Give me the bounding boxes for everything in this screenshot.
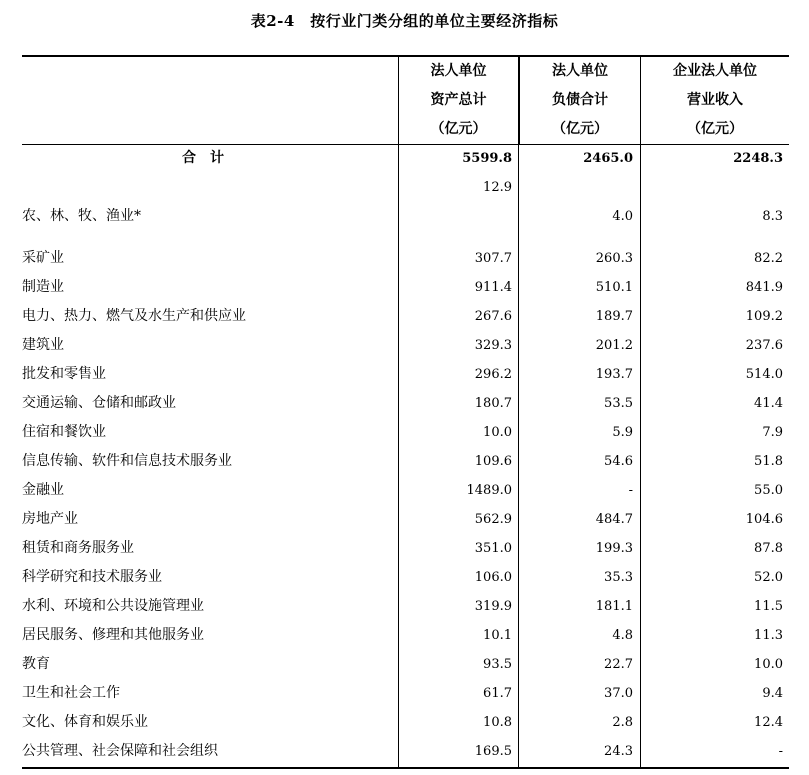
- header-line: （亿元）: [552, 121, 608, 137]
- revenue-value: 11.5: [754, 599, 783, 614]
- table-row: [22, 418, 789, 447]
- revenue-value: 237.6: [745, 338, 783, 353]
- assets-value: 351.0: [474, 541, 512, 556]
- total-row: [22, 144, 789, 173]
- liabilities-value: 54.6: [604, 454, 633, 469]
- assets-value: 329.3: [474, 338, 512, 353]
- row-label: 住宿和餐饮业: [22, 424, 106, 440]
- assets-value: 562.9: [474, 512, 512, 527]
- revenue-value: 841.9: [745, 280, 783, 295]
- table-row: [22, 650, 789, 679]
- assets-value: 911.4: [474, 280, 512, 295]
- row-label: 金融业: [22, 482, 64, 498]
- row-label: 批发和零售业: [22, 366, 106, 382]
- revenue-value: 11.3: [754, 628, 783, 643]
- liabilities-value: 35.3: [604, 570, 633, 585]
- liabilities-value: 484.7: [595, 512, 633, 527]
- table-row: [22, 737, 789, 766]
- revenue-value: 2248.3: [733, 151, 783, 166]
- row-label: 公共管理、社会保障和社会组织: [22, 743, 218, 759]
- table-row: [22, 360, 789, 389]
- header-line: 法人单位: [552, 63, 608, 79]
- revenue-value: 7.9: [762, 425, 783, 440]
- assets-value: 10.1: [483, 628, 512, 643]
- row-label: 电力、热力、燃气及水生产和供应业: [22, 308, 246, 324]
- assets-value: 10.8: [483, 715, 512, 730]
- table-row: [22, 302, 789, 331]
- liabilities-value: 189.7: [595, 309, 633, 324]
- row-label: 居民服务、修理和其他服务业: [22, 627, 204, 643]
- table-row: [22, 389, 789, 418]
- liabilities-value: 24.3: [604, 744, 633, 759]
- assets-value: 180.7: [474, 396, 512, 411]
- row-label: 建筑业: [22, 337, 64, 353]
- row-label: 教育: [22, 656, 50, 672]
- liabilities-value: 2465.0: [583, 151, 633, 166]
- liabilities-value: 4.0: [612, 209, 633, 224]
- assets-value: 61.7: [483, 686, 512, 701]
- assets-value: 5599.8: [462, 151, 512, 166]
- bottom-rule: [22, 767, 789, 769]
- header-line: 法人单位: [430, 63, 487, 79]
- table-row: [22, 476, 789, 505]
- row-label: 文化、体育和娱乐业: [22, 714, 148, 730]
- row-label: 合计: [182, 150, 238, 166]
- liabilities-value: 260.3: [595, 251, 633, 266]
- table-row: [22, 679, 789, 708]
- liabilities-value: 2.8: [612, 715, 633, 730]
- revenue-value: 104.6: [745, 512, 783, 527]
- revenue-value: 52.0: [754, 570, 783, 585]
- assets-value: 106.0: [474, 570, 512, 585]
- assets-value: 12.9: [483, 180, 512, 195]
- header-line: （亿元）: [430, 121, 487, 137]
- revenue-value: 55.0: [754, 483, 783, 498]
- liabilities-value: 5.9: [612, 425, 633, 440]
- liabilities-value: 199.3: [595, 541, 633, 556]
- revenue-value: 87.8: [754, 541, 783, 556]
- table-row: [22, 621, 789, 650]
- row-label: 采矿业: [22, 250, 64, 266]
- header-line: 营业收入: [687, 92, 743, 108]
- table-row: [22, 244, 789, 273]
- header-line: （亿元）: [687, 121, 743, 137]
- liabilities-value: 4.8: [612, 628, 633, 643]
- row-label: 卫生和社会工作: [22, 685, 120, 701]
- assets-value: 109.6: [474, 454, 512, 469]
- revenue-value: 10.0: [754, 657, 783, 672]
- revenue-value: 8.3: [762, 209, 783, 224]
- table-row: [22, 331, 789, 360]
- table-row: [22, 447, 789, 476]
- row-label: 交通运输、仓储和邮政业: [22, 395, 176, 411]
- liabilities-value: 37.0: [604, 686, 633, 701]
- liabilities-value: 53.5: [604, 396, 633, 411]
- header-line: 企业法人单位: [673, 63, 757, 79]
- row-label: 制造业: [22, 279, 64, 295]
- revenue-value: 51.8: [754, 454, 783, 469]
- liabilities-value: 181.1: [595, 599, 633, 614]
- table-title: 表2-4 按行业门类分组的单位主要经济指标: [250, 12, 559, 30]
- assets-value: 93.5: [483, 657, 512, 672]
- liabilities-value: 510.1: [595, 280, 633, 295]
- table-row: [22, 505, 789, 534]
- table-row: [22, 273, 789, 302]
- revenue-value: 41.4: [754, 396, 783, 411]
- assets-value: 10.0: [483, 425, 512, 440]
- table-row: [22, 592, 789, 621]
- header-line: 资产总计: [430, 92, 487, 108]
- assets-value: 267.6: [474, 309, 512, 324]
- assets-value: 319.9: [474, 599, 512, 614]
- revenue-value: 109.2: [745, 309, 783, 324]
- assets-value: 1489.0: [466, 483, 512, 498]
- assets-value: 307.7: [474, 251, 512, 266]
- liabilities-value: 22.7: [604, 657, 633, 672]
- revenue-value: 12.4: [754, 715, 783, 730]
- table-row: [22, 173, 789, 231]
- liabilities-value: 201.2: [595, 338, 633, 353]
- row-label: 租赁和商务服务业: [22, 540, 134, 556]
- liabilities-value: -: [628, 483, 633, 498]
- revenue-value: 514.0: [745, 367, 783, 382]
- row-label: 房地产业: [22, 511, 78, 527]
- assets-value: 169.5: [474, 744, 512, 759]
- assets-value: 296.2: [474, 367, 512, 382]
- table-row: [22, 563, 789, 592]
- row-label: 科学研究和技术服务业: [22, 569, 162, 585]
- data-table: [22, 55, 789, 770]
- row-label: 水利、环境和公共设施管理业: [22, 598, 204, 614]
- table-row: [22, 534, 789, 563]
- revenue-value: 82.2: [754, 251, 783, 266]
- revenue-value: -: [778, 744, 783, 759]
- row-label: 信息传输、软件和信息技术服务业: [22, 453, 232, 469]
- row-label: 农、林、牧、渔业*: [22, 208, 141, 224]
- header-line: 负债合计: [552, 92, 608, 108]
- liabilities-value: 193.7: [595, 367, 633, 382]
- table-row: [22, 708, 789, 737]
- revenue-value: 9.4: [762, 686, 783, 701]
